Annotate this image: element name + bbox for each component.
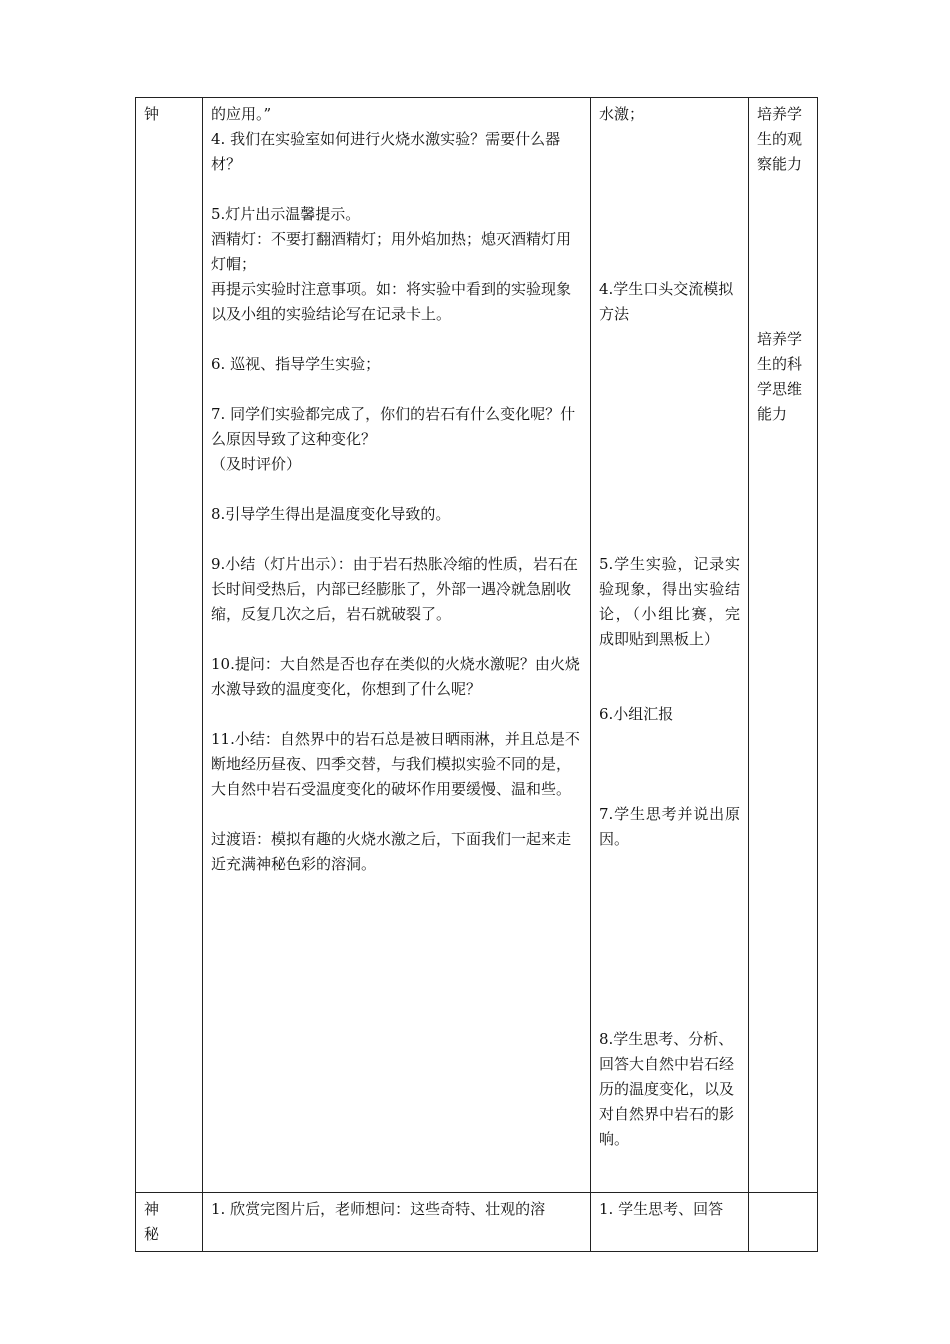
teacher-line: 7. 同学们实验都完成了，你们的岩石有什么变化呢？什么原因导致了这种变化？ [211,405,576,448]
student-line: 7.学生思考并说出原因。 [599,805,740,848]
student-line: 水激； [599,105,645,123]
table-row [136,1193,818,1252]
teacher-line: 11.小结：自然界中的岩石总是被日晒雨淋，并且总是不断地经历昼夜、四季交替，与我们模拟实验不同的是，大自然中岩石受温度变化的破坏作用要缓慢、温和些。 [211,730,580,798]
intent-line: 培养学生的科学思维能力 [757,330,803,423]
teacher-line: 再提示实验时注意事项。如：将实验中看到的实验现象以及小组的实验结论写在记录卡上。 [211,280,572,323]
teacher-line: 8.引导学生得出是温度变化导致的。 [211,505,451,523]
teacher-line: 9.小结（灯片出示）：由于岩石热胀冷缩的性质，岩石在长时间受热后，内部已经膨胀了，外部一遇冷就急剧收缩，反复几次之后，岩石就破裂了。 [211,555,578,623]
teacher-activity-cell [203,1193,591,1252]
design-intent-cell [749,1193,818,1252]
stage-label: 钟 [144,105,160,123]
stage-cell [136,98,203,1193]
teacher-line: 6. 巡视、指导学生实验； [211,355,381,373]
teacher-line: 4. 我们在实验室如何进行火烧水激实验？需要什么器材？ [211,130,561,173]
student-line: 8.学生思考、分析、回答大自然中岩石经历的温度变化，以及对自然界中岩石的影响。 [599,1030,735,1148]
student-activity-cell [591,1193,749,1252]
teacher-line: （及时评价） [211,455,302,473]
student-line: 4.学生口头交流模拟方法 [599,280,734,323]
stage-cell [136,1193,203,1252]
stage-label: 神 秘 [144,1200,179,1243]
student-line: 1. 学生思考、回答 [599,1200,724,1218]
teacher-line: 5.灯片出示温馨提示。 [211,205,361,223]
teacher-activity-cell [203,98,591,1193]
teacher-line: 过渡语：模拟有趣的火烧水激之后，下面我们一起来走近充满神秘色彩的溶洞。 [211,830,572,873]
teacher-line: 酒精灯：不要打翻酒精灯；用外焰加热；熄灭酒精灯用灯帽； [211,230,572,273]
student-line: 6.小组汇报 [599,705,674,723]
teacher-line: 的应用。” [211,105,272,123]
lesson-plan-table [135,97,818,1252]
teacher-line: 1. 欣赏完图片后，老师想问：这些奇特、壮观的溶 [211,1200,546,1218]
intent-line: 培养学生的观察能力 [757,105,803,173]
student-activity-cell [591,98,749,1193]
teacher-line: 10.提问：大自然是否也存在类似的火烧水激呢？由火烧水激导致的温度变化，你想到了什么呢？ [211,655,580,698]
student-line: 5.学生实验，记录实验现象，得出实验结论，（小组比赛，完成即贴到黑板上） [599,555,740,648]
table-row [136,98,818,1193]
design-intent-cell [749,98,818,1193]
